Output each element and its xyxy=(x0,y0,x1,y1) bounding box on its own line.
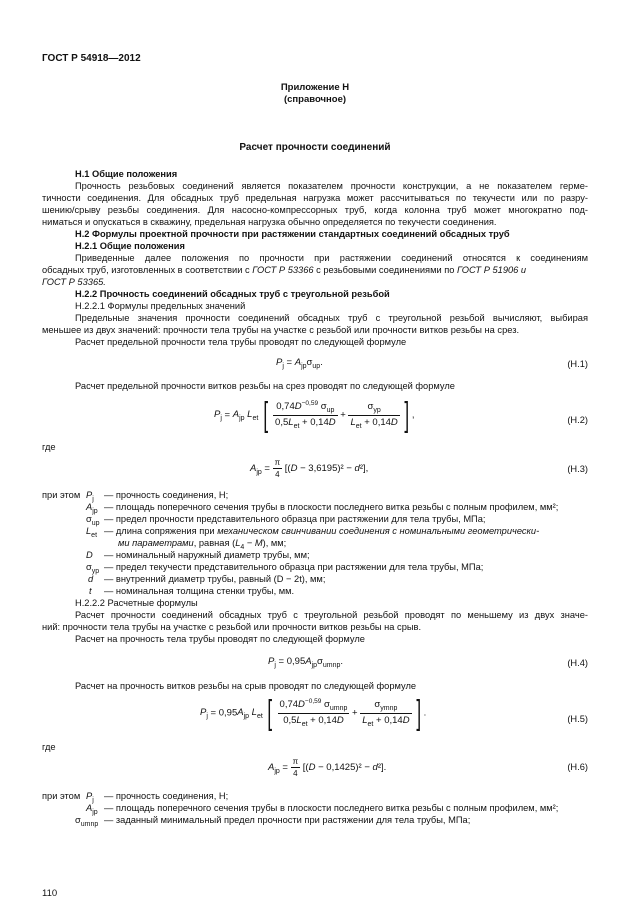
fraction: $\frac{\sigma_{ymnp}}{L_{et} + 0,14D}$ xyxy=(362,698,410,728)
paragraph-line: Приведенные далее положения по прочности при растяжении соединений относятся к соединениям xyxy=(75,253,588,263)
definition: — прочность соединения, Н; xyxy=(104,791,229,801)
symbol: t xyxy=(89,586,92,596)
paragraph-line xyxy=(42,264,588,276)
section-heading: Н.1 Общие положения xyxy=(75,169,178,179)
text-run: ми параметрами xyxy=(118,538,194,548)
paragraph-line: шению/срыву резьбы соединения. Для насосно-компрессорных труб, когда колонна труб может многократно под- xyxy=(42,205,588,215)
symbol: $L_{et}$ xyxy=(86,526,98,539)
page-title: Расчет прочности соединений xyxy=(239,142,391,153)
equation-number: (Н.4) xyxy=(567,658,588,668)
paragraph-line: ний: прочности тела трубы на участке с резьбой или прочности витков резьбы на срыв. xyxy=(42,622,422,632)
paragraph-line: Расчет на прочность витков резьбы на срыв проводят по следующей формуле xyxy=(75,681,417,691)
definition: — предел текучести представительного образца при растяжении для тела трубы, МПа; xyxy=(104,562,484,572)
definition: — площадь поперечного сечения трубы в плоскости последнего витка резьбы с полным профилем, мм²; xyxy=(104,502,559,512)
where-intro: при этом xyxy=(42,490,81,500)
paragraph-line: Расчет предельной прочности тела трубы проводят по следующей формуле xyxy=(75,337,407,347)
fraction: $\frac{\sigma_{yp}}{L_{et} + 0,14D}$ xyxy=(350,400,398,430)
definition: — номинальный наружный диаметр трубы, мм; xyxy=(104,550,310,560)
text-run: — длина сопряжения при xyxy=(104,526,218,536)
symbol: D xyxy=(86,550,93,560)
equation-number: (Н.5) xyxy=(567,714,588,724)
symbol: $P_j$ xyxy=(86,490,94,503)
text-run: обсадных труб, изготовленных в соответствии с xyxy=(42,265,253,275)
equation-number: (Н.3) xyxy=(567,464,588,474)
symbol: $P_j$ xyxy=(86,791,94,804)
equation-number: (Н.1) xyxy=(567,359,588,369)
definition: — предел прочности представительного образца при растяжении для тела трубы, МПа; xyxy=(104,514,486,524)
subsection-heading: Н.2.2 Прочность соединений обсадных труб с треугольной резьбой xyxy=(75,289,390,299)
text-run: механическом свинчивании соединения с номинальными геометрически- xyxy=(217,526,540,536)
where-label: где xyxy=(42,442,56,452)
paragraph-line: Расчет предельной прочности витков резьбы на срез проводят по следующей формуле xyxy=(75,381,455,391)
appendix-type: (справочное) xyxy=(283,94,347,105)
text-run: с резьбовыми соединениями по xyxy=(313,265,458,275)
paragraph-line: ниматься и опускаться в скважину, предельная нагрузка обычно определяется по текучести соединения. xyxy=(42,217,497,227)
symbol: $A_{jp}$ xyxy=(86,803,98,816)
subsection-heading: Н.2.1 Общие положения xyxy=(75,241,185,251)
subsection-heading: Н.2.2.1 Формулы предельных значений xyxy=(75,301,246,311)
formula-h5: $P_j = 0,95A_{jp}$ $L_{et}$ [ $\frac{0,74D^{-0,59} \sigma_{umnp}}{0,5L_{et} + 0,14D}$ + $\frac{\sigma_{ymnp}}{L_{et} + 0,14D}$ ] . xyxy=(200,694,427,732)
where-intro: при этом xyxy=(42,791,81,801)
definition-continuation: ми параметрами, равная $(L_4 - M)$, мм; xyxy=(118,538,287,551)
standard-reference: ГОСТ Р 51906 и xyxy=(457,265,527,275)
definition: — внутренний диаметр трубы, равный (D − 2t), мм; xyxy=(104,574,326,584)
section-heading: Н.2 Формулы проектной прочности при растяжении стандартных соединений обсадных труб xyxy=(75,229,510,239)
symbol: $A_{jp}$ xyxy=(86,502,98,515)
formula-h6: $A_{jp}$ = $\frac{\pi}{4}$ [(D − 0,1425)² − d²]. xyxy=(268,757,387,778)
definition: — заданный минимальный предел прочности при растяжении для тела трубы, МПа; xyxy=(104,815,471,825)
subsection-heading: Н.2.2.2 Расчетные формулы xyxy=(75,598,198,608)
standard-reference: ГОСТ Р 53366 xyxy=(252,265,314,275)
definition: — площадь поперечного сечения трубы в плоскости последнего витка резьбы с полным профилем, мм²; xyxy=(104,803,559,813)
equation-number: (Н.2) xyxy=(567,415,588,425)
definition: — номинальная толщина стенки трубы, мм. xyxy=(104,586,295,596)
paragraph-line: Расчет прочности соединений обсадных труб с треугольной резьбой проводят по меньшему из двух значе- xyxy=(75,610,588,620)
where-label: где xyxy=(42,742,56,752)
symbol: $\sigma_{yp}$ xyxy=(86,562,100,575)
paragraph-line: Расчет на прочность тела трубы проводят по следующей формуле xyxy=(75,634,365,644)
formula-h3: $A_{jp}$ = $\frac{\pi}{4}$ [(D − 3,6195)² − d²], xyxy=(250,458,369,479)
formula-h1: $P_j = A_{jp}\sigma_{up}$. xyxy=(276,357,323,370)
page-number: 110 xyxy=(42,888,58,899)
paragraph-line: Прочность резьбовых соединений является показателем прочности конструкции, а не показателем герме- xyxy=(75,181,588,191)
symbol: $\sigma_{umnp}$ xyxy=(75,815,99,828)
standard-reference: ГОСТ Р 53365. xyxy=(42,277,106,287)
fraction: $\frac{0,74D^{-0,59} \sigma_{up}}{0,5L_{et} + 0,14D}$ xyxy=(275,400,336,430)
appendix-label: Приложение Н xyxy=(280,82,350,93)
formula-h4: $P_j = 0,95A_{jp}\sigma_{umnp}$. xyxy=(268,656,344,669)
standard-header: ГОСТ Р 54918—2012 xyxy=(42,53,141,64)
paragraph-line: меньшее из двух значений: прочности тела трубы на участке с резьбой или прочности витков резьбы на срез. xyxy=(42,325,520,335)
fraction: $\frac{0,74D^{-0,59} \sigma_{umnp}}{0,5L_{et} + 0,14D}$ xyxy=(279,698,348,728)
symbol: $\sigma_{up}$ xyxy=(86,514,100,527)
symbol: d xyxy=(88,574,94,584)
paragraph-line: Предельные значения прочности соединений обсадных труб с треугольной резьбой вычисляют, выбирая xyxy=(75,313,588,323)
paragraph-line: тичности соединения. Для обсадных труб предельная нагрузка может рассчитываться по текучести или по разру- xyxy=(42,193,588,203)
definition xyxy=(104,525,539,537)
definition: — прочность соединения, Н; xyxy=(104,490,229,500)
equation-number: (Н.6) xyxy=(567,762,588,772)
formula-h2: $P_j = A_{jp}$ $L_{et}$ [ $\frac{0,74D^{-0,59} \sigma_{up}}{0,5L_{et} + 0,14D}$ + $\frac{\sigma_{yp}}{L_{et} + 0,14D}$ ] , xyxy=(214,396,415,434)
